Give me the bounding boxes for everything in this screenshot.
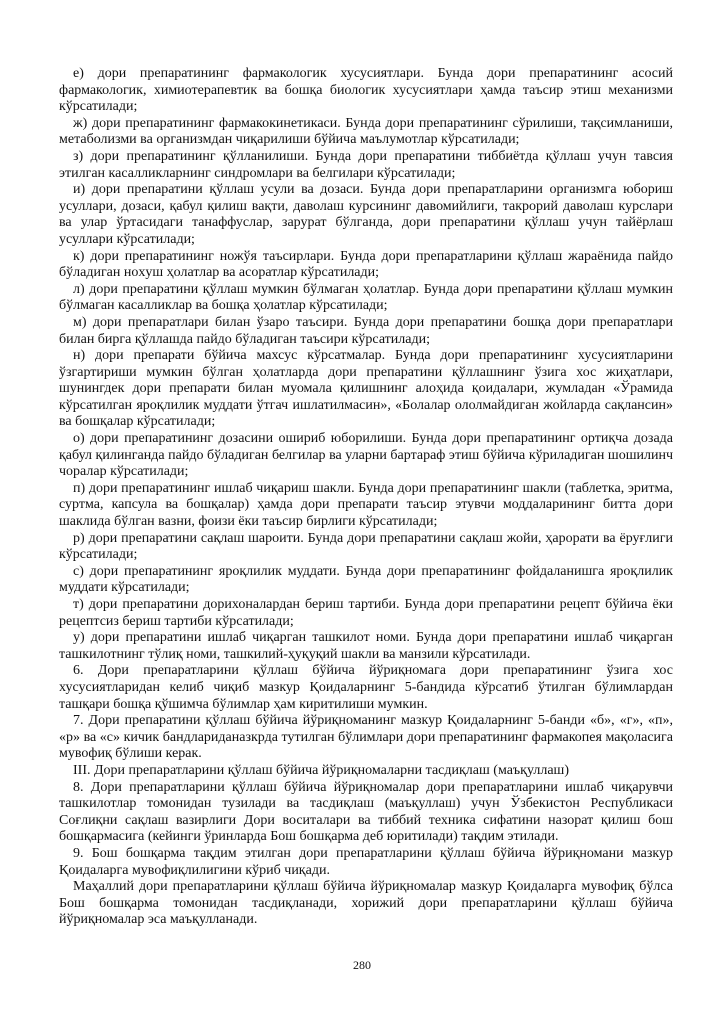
paragraph-i: и) дори препаратини қўллаш усули ва дозаси. Бунда дори препаратларини организмга юбориш усуллари, дозаси, қабул қилиш вақти, даволаш курсининг давомийлиги, такрорий даволаш курслари ва улар ўртасидаги танаффуслар, зарурат бўлганда, дори препаратини қўллаш учун тайёрлаш усуллари кўрсатилади; bbox=[59, 182, 673, 247]
paragraph-9: 9. Бош бошқарма тақдим этилган дори препаратларини қўллаш бўйича йўриқномани мазкур Қоидаларга мувофиқлилигини кўриб чиқади. bbox=[59, 845, 673, 878]
page-number: 280 bbox=[353, 958, 371, 972]
paragraph-local-drugs: Маҳаллий дори препаратларини қўллаш бўйича йўриқномалар мазкур Қоидаларга мувофиқ бўлса Бош бошқарма томонидан тасдиқланади, хорижий дори препаратларини қўллаш бўйича йўриқномалар эса маъқулланади. bbox=[59, 879, 673, 928]
document-page bbox=[59, 66, 673, 929]
section-heading-iii: III. Дори препаратларини қўллаш бўйича йўриқномаларни тасдиқлаш (маъқуллаш) bbox=[73, 762, 569, 778]
paragraph-u: у) дори препаратини ишлаб чиқарган ташкилот номи. Бунда дори препаратини ишлаб чиқарган ташкилотнинг тўлиқ номи, ташкилий-ҳуқуқий шакли ва манзили кўрсатилади. bbox=[59, 630, 673, 662]
paragraph-l: л) дори препаратини қўллаш мумкин бўлмаган ҳолатлар. Бунда дори препаратини қўллаш мумкин бўлмаган касалликлар ва бошқа ҳолатлар кўрсатилади; bbox=[59, 281, 673, 314]
paragraph-o: о) дори препаратининг дозасини ошириб юборилиши. Бунда дори препаратининг ортиқча дозада қабул қилинганда пайдо бўладиган белгилар ва уларни бартараф этиш бўйича кўриладиган шошилинч чоралар кўрсатилади; bbox=[59, 431, 673, 480]
paragraph-7: 7. Дори препаратини қўллаш бўйича йўриқноманинг мазкур Қоидаларнинг 5-банди «б», «г», «п», «р» ва «с» кичик бандлариданазкрда тутилган бўлимлари дори препаратининг фармакопея мақоласига мувофиқ бўлиши керак. bbox=[59, 713, 673, 762]
paragraph-8: 8. Дори препаратларини қўллаш бўйича йўриқномалар дори препаратларини ишлаб чиқарувчи ташкилотлар томонидан тузилади ва тасдиқлаш (маъқуллаш) учун Ўзбекистон Республикаси Соғлиқни сақлаш вазирлиги Дори воситалари ва тиббий техника сифатини назорат қилиш бош бошқармасига (кейинги ўринларда Бош бошқарма деб юритилади) тақдим этилади. bbox=[59, 779, 673, 845]
paragraph-r: р) дори препаратини сақлаш шароити. Бунда дори препаратини сақлаш жойи, ҳарорати ва ёруғлиги кўрсатилади; bbox=[59, 530, 673, 563]
paragraph-p: п) дори препаратининг ишлаб чиқариш шакли. Бунда дори препаратининг шакли (таблетка, эритма, суртма, капсула ва бошқалар) ҳамда дори препарати таъсир этувчи моддаларининг битта дори шаклида бўлган вазни, фоизи ёки таъсир бирлиги кўрсатилади; bbox=[59, 480, 673, 530]
paragraph-z: з) дори препаратининг қўлланилиши. Бунда дори препаратини тиббиётда қўллаш учун тавсия этилган касалликларнинг синдромлари ва белгилари кўрсатилади; bbox=[59, 148, 673, 181]
paragraph-m: м) дори препаратлари билан ўзаро таъсири. Бунда дори препаратини бошқа дори препаратлари билан бирга қўллашда пайдо бўладиган таъсири кўрсатилади; bbox=[59, 314, 673, 347]
paragraph-n: н) дори препарати бўйича махсус кўрсатмалар. Бунда дори препаратининг хусусиятларини ўзгартириши мумкин бўлган ҳолатларда дори препаратини қўллашнинг ўзига хос жиҳатлари, шунингдек дори препарати билан муомала қилишнинг алоҳида қоидалари, жумладан «Ўрамида кўрсатилган яроқлилик муддати ўтгач ишлатилмасин», «Болалар ололмайдиган жойларда сақлансин» ва бошқалар кўрсатилади; bbox=[59, 348, 673, 430]
paragraph-s: с) дори препаратининг яроқлилик муддати. Бунда дори препаратининг фойдаланишга яроқлилик муддати кўрсатилади; bbox=[59, 563, 673, 596]
paragraph-k: к) дори препаратининг ножўя таъсирлари. Бунда дори препаратларини қўллаш жараёнида пайдо бўладиган ноxуш ҳолатлар ва асоратлар кўрсатилади; bbox=[59, 248, 673, 281]
paragraph-zh: ж) дори препаратининг фармакокинетикаси. Бунда дори препаратининг сўрилиши, тақсимланиши, метаболизми ва организмдан чиқарилиши бўйича маълумотлар кўрсатилади; bbox=[59, 115, 673, 148]
paragraph-t: т) дори препаратини дорихоналардан бериш тартиби. Бунда дори препаратини рецепт бўйича ёки рецептсиз бериш тартиби кўрсатилади; bbox=[59, 597, 673, 629]
paragraph-6: 6. Дори препаратларини қўллаш бўйича йўриқномага дори препаратининг ўзига хос хусусиятларидан келиб чиқиб мазкур Қоидаларнинг 5-бандида кўрсатиб ўтилган бўлимлардан ташқари бошқа қўшимча бўлимлар ҳам киритилиши мумкин. bbox=[59, 663, 673, 712]
paragraph-e: е) дори препаратининг фармакологик хусусиятлари. Бунда дори препаратининг асосий фармакологик, химиотерапевтик ва бошқа биологик хусусиятлари ҳамда таъсир этиш механизми кўрсатилади; bbox=[59, 66, 673, 115]
